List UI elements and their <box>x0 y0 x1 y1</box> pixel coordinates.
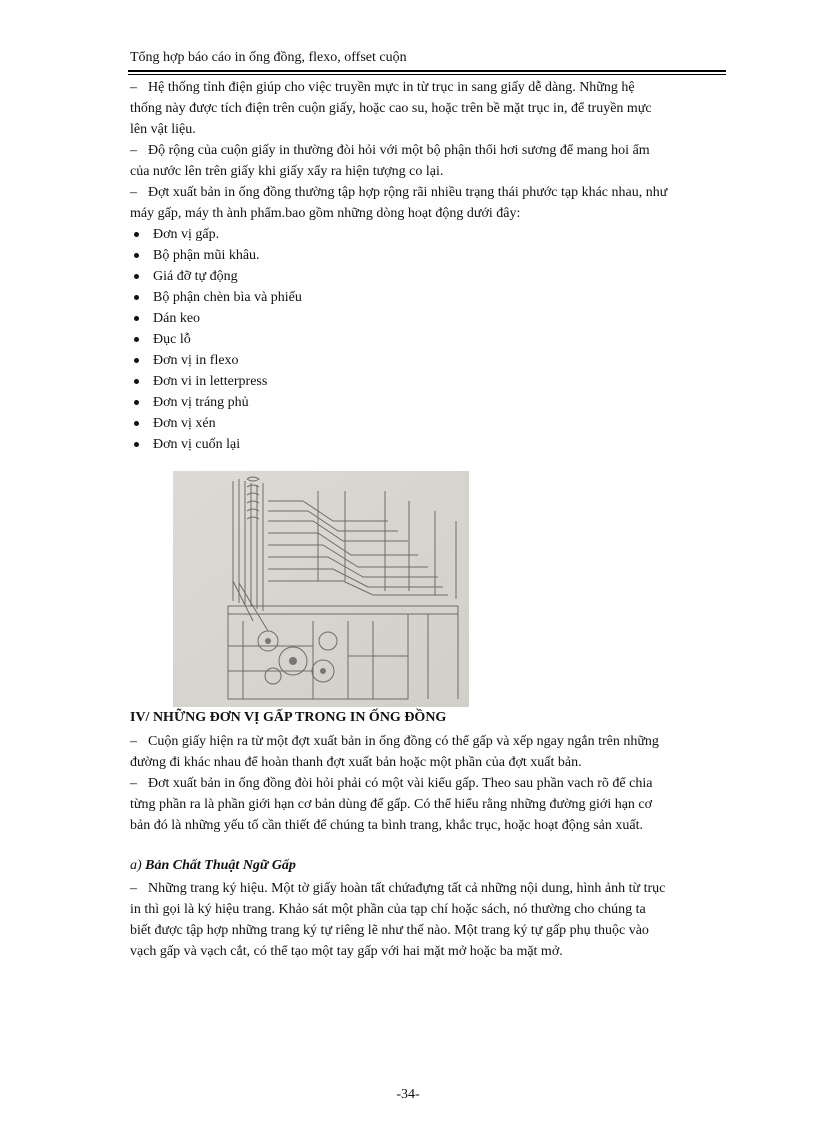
list-item-text: Đơn vị xén <box>153 416 216 431</box>
text-line: Những trang ký hiệu. Một tờ giấy hoàn tất chứađựng tất cả những nội dung, hình ảnh từ trục <box>148 881 666 896</box>
text-line: lên vật liệu. <box>130 122 196 137</box>
bullet-icon <box>134 316 139 321</box>
list-item <box>130 371 730 392</box>
dash-mark: – <box>130 776 137 791</box>
text-line: Cuộn giấy hiện ra từ một đợt xuất bản in ống đồng có thể gấp và xếp ngay ngắn trên những <box>148 734 659 749</box>
list-item <box>130 287 730 308</box>
list-item-text: Đục lỗ <box>153 332 191 347</box>
bullet-icon <box>134 421 139 426</box>
text-line: bản đó là những yếu tố cần thiết để chúng ta bình trang, khắc trục, hoặc hoạt động sản xuất. <box>130 818 643 833</box>
section-paragraph-1 <box>130 731 730 773</box>
bullet-icon <box>134 337 139 342</box>
line <box>130 878 730 899</box>
dash-mark: – <box>130 143 137 158</box>
text-line: Độ rộng của cuộn giấy in thường đòi hỏi với một bộ phận thổi hơi sương để mang hoi ẩm <box>148 143 650 158</box>
running-header: Tổng hợp báo cáo in ống đồng, flexo, offset cuộn <box>130 50 407 65</box>
text-line: từng phần ra là phần giới hạn cơ bản dùng để gấp. Có thể hiểu rằng những đường giới hạn cơ <box>130 797 653 812</box>
list-item-text: Dán keo <box>153 311 201 326</box>
list-item <box>130 434 730 455</box>
bullet-icon <box>134 442 139 447</box>
bullet-icon <box>134 253 139 258</box>
dash-mark: – <box>130 185 137 200</box>
bullet-icon <box>134 400 139 405</box>
page-number: -34- <box>396 1087 420 1102</box>
bullet-icon <box>134 232 139 237</box>
list-item <box>130 350 730 371</box>
list-item <box>130 329 730 350</box>
list-item-text: Bộ phận mũi khâu. <box>153 248 260 263</box>
list-item <box>130 266 730 287</box>
text-line: in thì gọi là ký hiệu trang. Khảo sát một phần của tạp chí hoặc sách, nó thường cho chúng ta <box>130 902 646 917</box>
intro-paragraph-3 <box>130 182 730 224</box>
section-block <box>130 731 730 836</box>
list-item-text: Đơn vị cuốn lại <box>153 437 241 452</box>
text-line: vạch gấp và vạch cắt, có thể tạo một tay gấp với hai mặt mở hoặc ba mặt mở. <box>130 944 563 959</box>
line <box>130 140 730 161</box>
bullet-icon <box>134 295 139 300</box>
text-line: của nước lên trên giấy khi giấy xẩy ra hiện tượng co lại. <box>130 164 444 179</box>
list-item <box>130 245 730 266</box>
subsection-label: a) <box>130 858 142 873</box>
intro-block <box>130 77 730 455</box>
folding-machine-diagram <box>173 471 469 707</box>
subsection-heading <box>130 858 296 874</box>
section-title: IV/ NHỮNG ĐƠN VỊ GẤP TRONG IN ỐNG ĐỒNG <box>130 710 447 725</box>
intro-paragraph-1 <box>130 77 730 140</box>
text-line: Đơt xuất bản in ống đồng đòi hỏi phải có một vài kiểu gấp. Theo sau phần vach rõ để chia <box>148 776 653 791</box>
line <box>130 77 730 98</box>
dash-mark: – <box>130 881 137 896</box>
subsection-title: Bản Chất Thuật Ngữ Gấp <box>145 858 296 873</box>
header-rule-thick <box>128 70 726 72</box>
dash-mark: – <box>130 80 137 95</box>
list-item-text: Đơn vị in flexo <box>153 353 239 368</box>
list-item <box>130 413 730 434</box>
line <box>130 182 730 203</box>
line <box>130 773 730 794</box>
bullet-icon <box>134 274 139 279</box>
text-line: máy gấp, máy th ành phẩm.bao gồm những dòng hoạt động dưới đây: <box>130 206 521 221</box>
header-rule-thin <box>128 74 726 75</box>
list-item-text: Đơn vị tráng phủ <box>153 395 249 410</box>
list-item-text: Giá đỡ tự động <box>153 269 238 284</box>
text-line: biết được tập hợp những trang ký tự riêng lẽ như thế nào. Một trang ký tự gấp phụ thuộc vào <box>130 923 649 938</box>
dash-mark: – <box>130 734 137 749</box>
subsection-block <box>130 878 730 962</box>
section-paragraph-2 <box>130 773 730 836</box>
text-line: đường đi khác nhau để hoàn thanh đợt xuất bản hoặc một phần của đợt xuất bản. <box>130 755 582 770</box>
text-line: thống này được tích điện trên cuộn giấy, hoặc cao su, hoặc trên bề mặt trục in, để truyền mực <box>130 101 652 116</box>
text-line: Đợt xuất bản in ống đồng thường tập hợp rộng rãi nhiều trạng thái phước tạp khác nhau, như <box>148 185 668 200</box>
list-item <box>130 392 730 413</box>
subsection-paragraph-1 <box>130 878 730 962</box>
list-item-text: Đơn vị gấp. <box>153 227 220 242</box>
bullet-list <box>130 224 730 455</box>
text-line: Hệ thống tỉnh điện giúp cho việc truyền mực in từ trục in sang giấy dễ dàng. Những hệ <box>148 80 635 95</box>
line <box>130 731 730 752</box>
list-item-text: Bộ phận chèn bìa và phiếu <box>153 290 302 305</box>
list-item-text: Đơn vi in letterpress <box>153 374 268 389</box>
bullet-icon <box>134 379 139 384</box>
list-item <box>130 308 730 329</box>
list-item <box>130 224 730 245</box>
bullet-icon <box>134 358 139 363</box>
intro-paragraph-2 <box>130 140 730 182</box>
